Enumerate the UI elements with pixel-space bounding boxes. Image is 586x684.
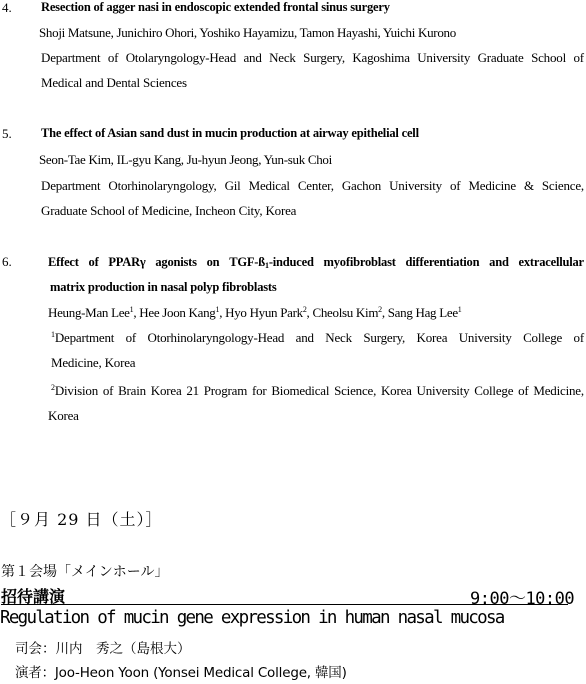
word: Neck <box>269 50 296 65</box>
word: and <box>295 330 314 345</box>
word: of <box>573 330 584 345</box>
entry-5-affiliation-line-1 <box>41 178 584 194</box>
word: and <box>489 255 509 269</box>
word: University <box>458 330 512 345</box>
session-title: Regulation of mucin gene expression in human nasal mucosa <box>0 608 504 628</box>
word: Korea <box>380 383 412 398</box>
word: University <box>416 383 470 398</box>
word: of <box>102 383 114 398</box>
entry-5-title: The effect of Asian sand dust in mucin production at airway epithelial cell <box>41 126 419 140</box>
word: Department <box>41 50 101 65</box>
entry-6-affiliation-2-line-1 <box>51 383 584 399</box>
word: Medical <box>248 178 290 193</box>
word: Otolaryngology-Head <box>125 50 236 65</box>
entry-6-title-line-2: matrix production in nasal polyp fibroblasts <box>50 280 277 294</box>
entry-5-authors: Seon-Tae Kim, IL-gyu Kang, Ju-hyun Jeong, Yun-suk Choi <box>39 152 332 167</box>
word: on <box>206 255 220 269</box>
word: Medicine, <box>533 383 584 398</box>
entry-5-number: 5. <box>2 126 12 141</box>
word: Medicine <box>468 178 516 193</box>
entry-6-number: 6. <box>2 254 12 269</box>
word: and <box>243 50 262 65</box>
word: of <box>449 178 461 193</box>
word: Korea <box>150 383 182 398</box>
word: PPARγ <box>108 255 146 269</box>
session-label: 招待講演 <box>1 587 66 606</box>
entry-6-title-line-1 <box>48 255 584 270</box>
word: Graduate <box>477 50 524 65</box>
entry-6-affiliation-1-line-1 <box>51 330 584 346</box>
word: Brain <box>118 383 146 398</box>
word: University <box>417 50 471 65</box>
word: $^2$Division <box>51 383 98 398</box>
word: Science, <box>334 383 377 398</box>
entry-4-affiliation-line-1 <box>41 50 584 66</box>
word: differentiation <box>405 255 480 269</box>
word: of <box>88 255 99 269</box>
word: Biomedical <box>271 383 330 398</box>
word: Surgery, <box>303 50 345 65</box>
entry-6-authors: Heung-Man Lee$^1$, Hee Joon Kang$^1$, Hyo Hyun Park$^2$, Cheolsu Kim$^2$, Sang Hag Lee$^1$ <box>48 305 462 320</box>
word: of <box>125 330 137 345</box>
session-time: 9:00〜10:00 <box>470 589 575 609</box>
entry-4-title: Resection of agger nasi in endoscopic extended frontal sinus surgery <box>41 0 390 14</box>
word: Surgery, <box>363 330 406 345</box>
word: Gil <box>224 178 241 193</box>
word: Otorhinolaryngology, <box>108 178 217 193</box>
word: College <box>474 383 514 398</box>
word: Center, <box>297 178 334 193</box>
word: Science, <box>541 178 584 193</box>
word: of <box>107 50 119 65</box>
entry-5-affiliation-line-2: Graduate School of Medicine, Incheon City, Korea <box>41 203 297 218</box>
word: TGF-$ß_1$-induced <box>229 255 314 270</box>
word: agonists <box>155 255 197 269</box>
venue-label: 第１会場「メインホール」 <box>1 564 169 580</box>
word: Otorhinolaryngology-Head <box>147 330 285 345</box>
word: of <box>573 50 584 65</box>
word: of <box>518 383 529 398</box>
word: Korea <box>416 330 448 345</box>
word: & <box>523 178 534 193</box>
session-speaker: 演者：Joo-Heon Yoon (Yonsei Medical College, 韓国) <box>15 665 347 681</box>
session-chair: 司会：川内 秀之（島根大） <box>15 641 191 657</box>
word: College <box>523 330 563 345</box>
word: School <box>531 50 566 65</box>
entry-6-affiliation-1-line-2: Medicine, Korea <box>51 355 136 370</box>
entry-4-affiliation-line-2: Medical and Dental Sciences <box>41 75 187 90</box>
session-underline <box>1 604 568 605</box>
word: Neck <box>325 330 352 345</box>
word: for <box>251 383 267 398</box>
entry-4-number: 4. <box>2 0 12 15</box>
word: Effect <box>48 255 79 269</box>
word: Gachon <box>341 178 382 193</box>
entry-4-authors: Shoji Matsune, Junichiro Ohori, Yoshiko Hayamizu, Tamon Hayashi, Yuichi Kurono <box>39 25 456 40</box>
word: $^1$Department <box>51 330 115 345</box>
word: Program <box>203 383 248 398</box>
word: myofibroblast <box>323 255 396 269</box>
word: 21 <box>186 383 199 398</box>
word: Department <box>41 178 101 193</box>
date-heading: ［９月 29 日（土）］ <box>0 510 163 529</box>
entry-6-affiliation-2-line-2: Korea <box>48 408 79 423</box>
word: extracellular <box>518 255 584 269</box>
word: University <box>389 178 442 193</box>
word: Kagoshima <box>352 50 410 65</box>
